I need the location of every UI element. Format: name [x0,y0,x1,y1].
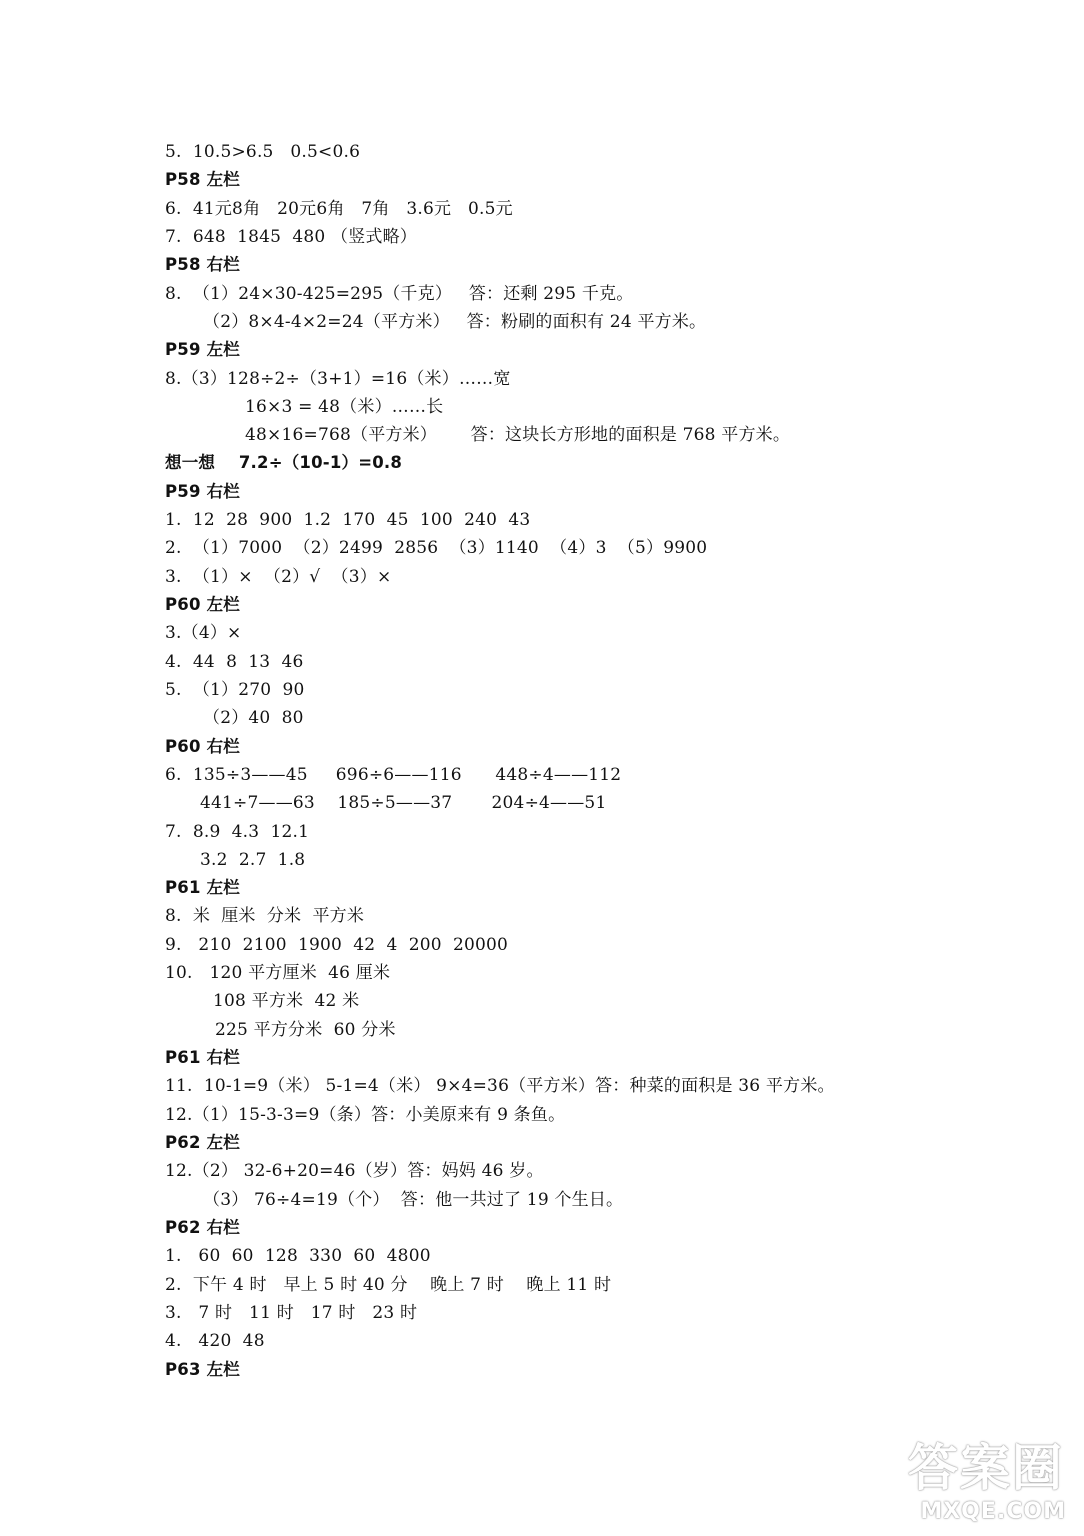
answer-line: 3. 7 时 11 时 17 时 23 时 [165,1303,418,1323]
section-header: P60 右栏 [165,737,240,756]
watermark-domain-text: MXQE.COM [920,1499,1066,1524]
answer-line: 3.2 2.7 1.8 [200,850,306,870]
answer-line: 48×16=768（平方米） 答：这块长方形地的面积是 768 平方米。 [245,425,791,445]
section-header: P62 右栏 [165,1218,240,1237]
answer-line: （2）40 80 [203,708,304,728]
answer-line: 4. 420 48 [165,1331,265,1351]
answer-line: 2. （1）7000 （2）2499 2856 （3）1140 （4）3 （5）9900 [165,538,708,558]
answer-line: 6. 135÷3——45 696÷6——116 448÷4——112 [165,765,622,785]
section-header: P62 左栏 [165,1133,240,1152]
answer-line: 8. 米 厘米 分米 平方米 [165,906,365,926]
answer-line: 5. 10.5>6.5 0.5<0.6 [165,142,361,162]
answer-line: 1. 12 28 900 1.2 170 45 100 240 43 [165,510,531,530]
answer-line: 10. 120 平方厘米 46 厘米 [165,963,391,983]
answer-line: （3） 76÷4=19（个） 答：他一共过了 19 个生日。 [203,1190,624,1210]
answer-line: 225 平方分米 60 分米 [215,1020,396,1040]
section-header: P60 左栏 [165,595,240,614]
answer-line: 12.（2） 32-6+20=46（岁）答：妈妈 46 岁。 [165,1161,544,1181]
answer-line: 16×3 = 48（米）……长 [245,397,444,417]
answer-line: 3.（4）× [165,623,242,643]
answer-line: 6. 41元8角 20元6角 7角 3.6元 0.5元 [165,199,513,219]
section-header: P61 右栏 [165,1048,240,1067]
section-header: P61 左栏 [165,878,240,897]
answer-line: 8.（3）128÷2÷（3+1）=16（米）……宽 [165,369,511,389]
answer-line: 4. 44 8 13 46 [165,652,304,672]
section-header: P58 右栏 [165,255,240,274]
answer-line: 9. 210 2100 1900 42 4 200 20000 [165,935,509,955]
answer-line: 1. 60 60 128 330 60 4800 [165,1246,431,1266]
answer-line: 3. （1）× （2）√ （3）× [165,567,392,587]
answer-line: 2. 下午 4 时 早上 5 时 40 分 晚上 7 时 晚上 11 时 [165,1275,612,1295]
watermark-main-text: 答案圈 [908,1439,1064,1497]
answer-line: 108 平方米 42 米 [213,991,360,1011]
answer-line: 12.（1）15-3-3=9（条）答：小美原来有 9 条鱼。 [165,1105,566,1125]
section-header: P63 左栏 [165,1360,240,1379]
answer-line: 5. （1）270 90 [165,680,305,700]
answer-line: （2）8×4-4×2=24（平方米） 答：粉刷的面积有 24 平方米。 [203,312,707,332]
think-header: 想一想 7.2÷（10-1）=0.8 [165,453,403,472]
section-header: P59 左栏 [165,340,240,359]
answer-line: 441÷7——63 185÷5——37 204÷4——51 [200,793,607,813]
section-header: P59 右栏 [165,482,240,501]
answer-line: 7. 8.9 4.3 12.1 [165,822,310,842]
answer-line: 8. （1）24×30-425=295（千克） 答：还剩 295 千克。 [165,284,634,304]
watermark-logo [822,1418,1072,1528]
answer-line: 11. 10-1=9（米） 5-1=4（米） 9×4=36（平方米）答：种菜的面积是 36 平方米。 [165,1076,835,1096]
section-header: P58 左栏 [165,170,240,189]
answer-line: 7. 648 1845 480 （竖式略） [165,227,418,247]
